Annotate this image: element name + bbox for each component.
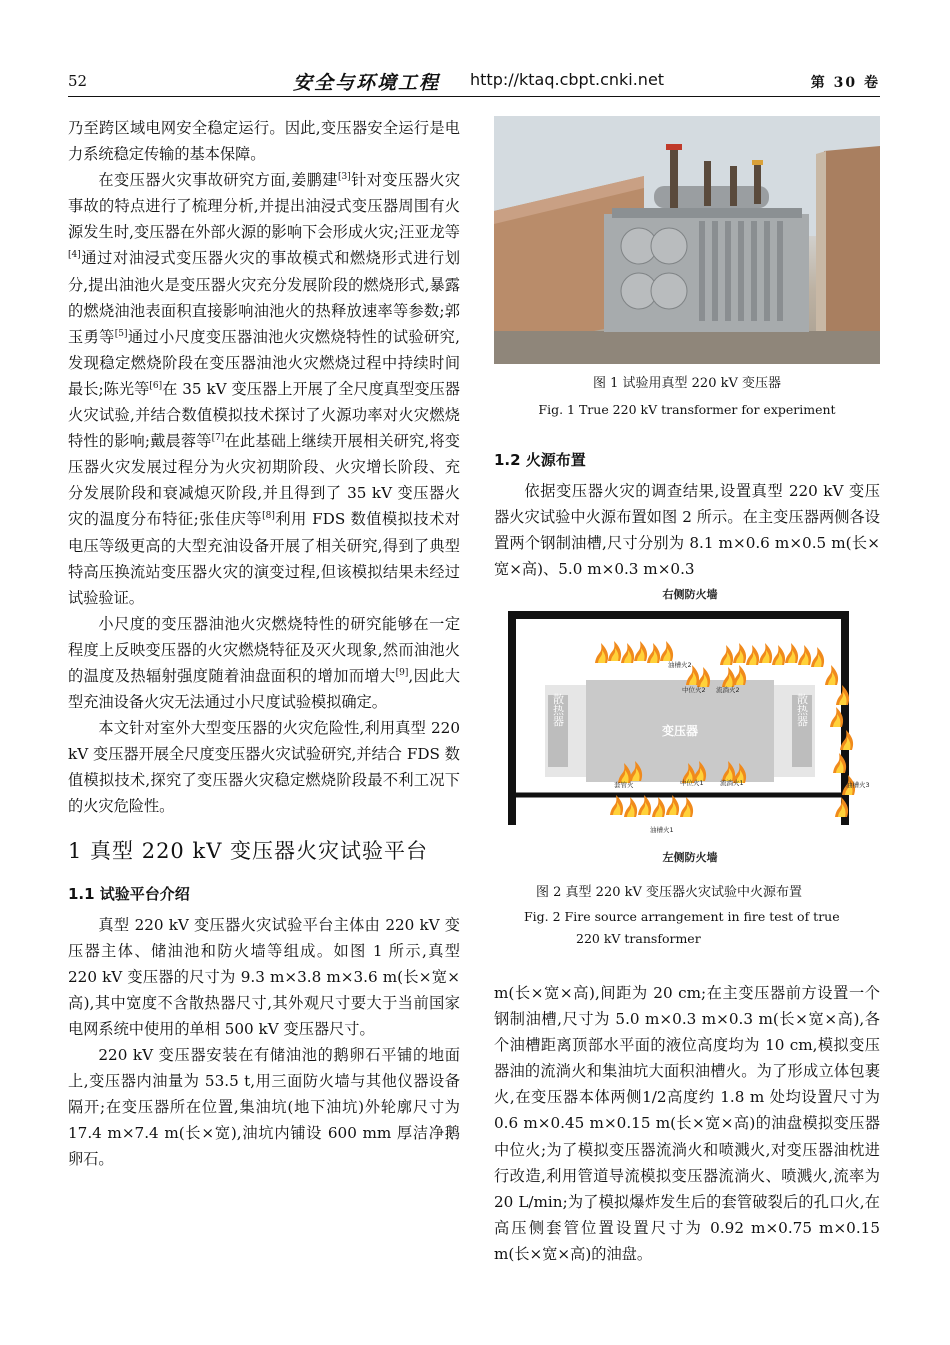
running-header xyxy=(68,68,880,97)
figure-2-diagram xyxy=(500,585,880,867)
journal-url: http://ktaq.cbpt.cnki.net xyxy=(470,70,665,89)
label-left-firewall: 左侧防火墙 xyxy=(662,851,718,864)
citation-4: [4] xyxy=(68,250,81,261)
figure-1-caption xyxy=(494,374,880,420)
label-transformer: 变压器 xyxy=(661,724,699,738)
citation-5: [5] xyxy=(114,328,128,339)
section-heading-1: 1 真型 220 kV 变压器火灾试验平台 xyxy=(68,838,429,863)
citation-3: [3] xyxy=(337,172,351,183)
page-number: 52 xyxy=(68,72,88,90)
flames-top-row xyxy=(595,641,824,667)
label-oil-tank-fire-2: 油槽火2 xyxy=(668,661,692,669)
citation-9: [9] xyxy=(395,667,409,678)
subsection-heading-1-1: 1.1 试验平台介绍 xyxy=(68,884,190,903)
paragraph-installation: 220 kV 变压器安装在有储油池的鹅卵石平铺的地面上,变压器内油量为 53.5 t,用三面防火墙与其他仪器设备隔开;在变压器所在位置,集油坑(地下油坑)外轮廓尺寸为 17.4 m×7.4 m(长×宽),油坑内铺设 600 mm 厚洁净鹅卵石。 xyxy=(68,1046,460,1169)
label-oil-tank-fire-1: 油槽火1 xyxy=(650,826,674,834)
label-oil-tank-fire-3: 油槽火3 xyxy=(846,781,870,789)
paragraph-objective: 本文针对室外大型变压器的火灾危险性,利用真型 220 kV 变压器开展全尺度变压器火灾试验研究,并结合 FDS 数值模拟技术,探究了变压器火灾稳定燃烧阶段最不利工况下的火灾危险性。 xyxy=(68,719,460,816)
flames-bottom-row xyxy=(610,795,693,817)
figure-2-caption xyxy=(494,883,880,949)
paragraph-fire-source-continued: m(长×宽×高),间距为 20 cm;在主变压器前方设置一个钢制油槽,尺寸为 5.0 m×0.3 m×0.3 m(长×宽×高),各个油槽距离顶部水平面的液位高度均为 10 cm,模拟变压器油的流淌火和集油坑大面积油槽火。为了形成立体包裹火,在变压器本体两侧1/2高度约 1.8 m 处均设置尺寸为 0.6 m×0.45 m×0.15 m(长×宽×高)的油盘模拟变压器中位火;为了模拟变压器流淌火和喷溅火,对变压器油枕进行改造,利用管道导流模拟变压器流淌火、喷溅火,流率为 20 L/min;为了模拟爆炸发生后的套管破裂后的孔口火,在高压侧套管位置设置尺寸为 0.92 m×0.75 m×0.15 m(长×宽×高)的油盘。 xyxy=(494,984,880,1263)
figure-2-caption-en-1: Fig. 2 Fire source arrangement in fire test of true xyxy=(524,909,840,924)
paragraph-continued: 乃至跨区域电网安全稳定运行。因此,变压器安全运行是电力系统稳定传输的基本保障。 xyxy=(68,119,460,164)
label-radiator-right: 散热器 xyxy=(795,693,809,727)
citation-6: [6] xyxy=(149,380,163,391)
fire-source-layout-svg xyxy=(500,585,880,867)
paragraph-literature-review: 在变压器火灾事故研究方面,姜鹏建[3]针对变压器火灾事故的特点进行了梳理分析,并提出油浸式变压器周围有火源发生时,变压器在外部火源的影响下会形成火灾;汪亚龙等[4]通过对油浸式变压器火灾的事故模式和燃烧形式进行划分,提出油池火是变压器火灾充分发展阶段的燃烧形式,暴露的燃烧油池表面积直接影响油池火的热释放速率等参数;郭玉勇等[5]通过小尺度变压器油池火灾燃烧特性的试验研究,发现稳定燃烧阶段在变压器油池火灾燃烧过程中持续时间最长;陈光等[6]在 35 kV 变压器上开展了全尺度真型变压器火灾试验,并结合数值模拟技术探讨了火源功率对火灾燃烧特性的影响;戴晨蓉等[7]在此基础上继续开展相关研究,将变压器火灾发展过程分为火灾初期阶段、火灾增长阶段、充分发展阶段和衰减熄灭阶段,并且得到了 35 kV 变压器火灾的温度分布特征;张佳庆等[8]利用 FDS 数值模拟技术对电压等级更高的大型充油设备开展了相关研究,得到了典型特高压换流站变压器火灾的演变过程,但该模拟结果未经过试验验证。 xyxy=(68,171,461,607)
figure-1-caption-en: Fig. 1 True 220 kV transformer for experiment xyxy=(538,402,836,417)
journal-title: 安全与环境工程 xyxy=(293,72,441,94)
label-bushing-fire: 套管火 xyxy=(614,781,634,789)
figure-1-photo xyxy=(494,116,880,364)
label-flow-fire-2: 流淌火2 xyxy=(716,686,740,694)
label-mid-fire-2: 中位火2 xyxy=(682,686,706,694)
label-flow-fire-1: 流淌火1 xyxy=(720,779,744,787)
citation-7: [7] xyxy=(211,433,225,444)
figure-1-caption-cn: 图 1 试验用真型 220 kV 变压器 xyxy=(592,376,781,391)
volume-number: 第 30 卷 xyxy=(810,75,880,91)
paragraph-platform: 真型 220 kV 变压器火灾试验平台主体由 220 kV 变压器主体、储油池和防火墙等组成。如图 1 所示,真型 220 kV 变压器的尺寸为 9.3 m×3.8 m×3.6 m(长×宽×高),其中宽度不含散热器尺寸,其外观尺寸要大于当前国家电网系统中使用的单相 500 kV 变压器尺寸。 xyxy=(68,915,460,1038)
subsection-heading-1-2: 1.2 火源布置 xyxy=(494,451,586,469)
left-column xyxy=(68,115,460,1172)
label-mid-fire-1: 中位火1 xyxy=(680,779,704,787)
figure-2-caption-cn: 图 2 真型 220 kV 变压器火灾试验中火源布置 xyxy=(536,885,803,900)
label-radiator-left: 散热器 xyxy=(551,693,565,727)
right-column-lower xyxy=(494,980,880,1267)
paragraph-small-scale: 小尺度的变压器油池火灾燃烧特性的研究能够在一定程度上反映变压器的火灾燃烧特征及灭火现象,然而油池火的温度及热辐射强度随着油盘面积的增加而增大[9],因此大型充油设备火灾无法通过小尺度试验模拟确定。 xyxy=(68,614,461,712)
figure-2-caption-en-2: 220 kV transformer xyxy=(576,931,701,946)
label-right-firewall: 右侧防火墙 xyxy=(662,588,718,601)
paragraph-fire-source: 依据变压器火灾的调查结果,设置真型 220 kV 变压器火灾试验中火源布置如图 2 所示。在主变压器两侧各设置两个钢制油槽,尺寸分别为 8.1 m×0.6 m×0.5 m(长×宽×高)、5.0 m×0.3 m×0.3 xyxy=(494,482,880,579)
right-column-upper xyxy=(494,446,880,582)
transformer-photo-illustration xyxy=(494,116,880,364)
citation-8: [8] xyxy=(262,511,275,522)
